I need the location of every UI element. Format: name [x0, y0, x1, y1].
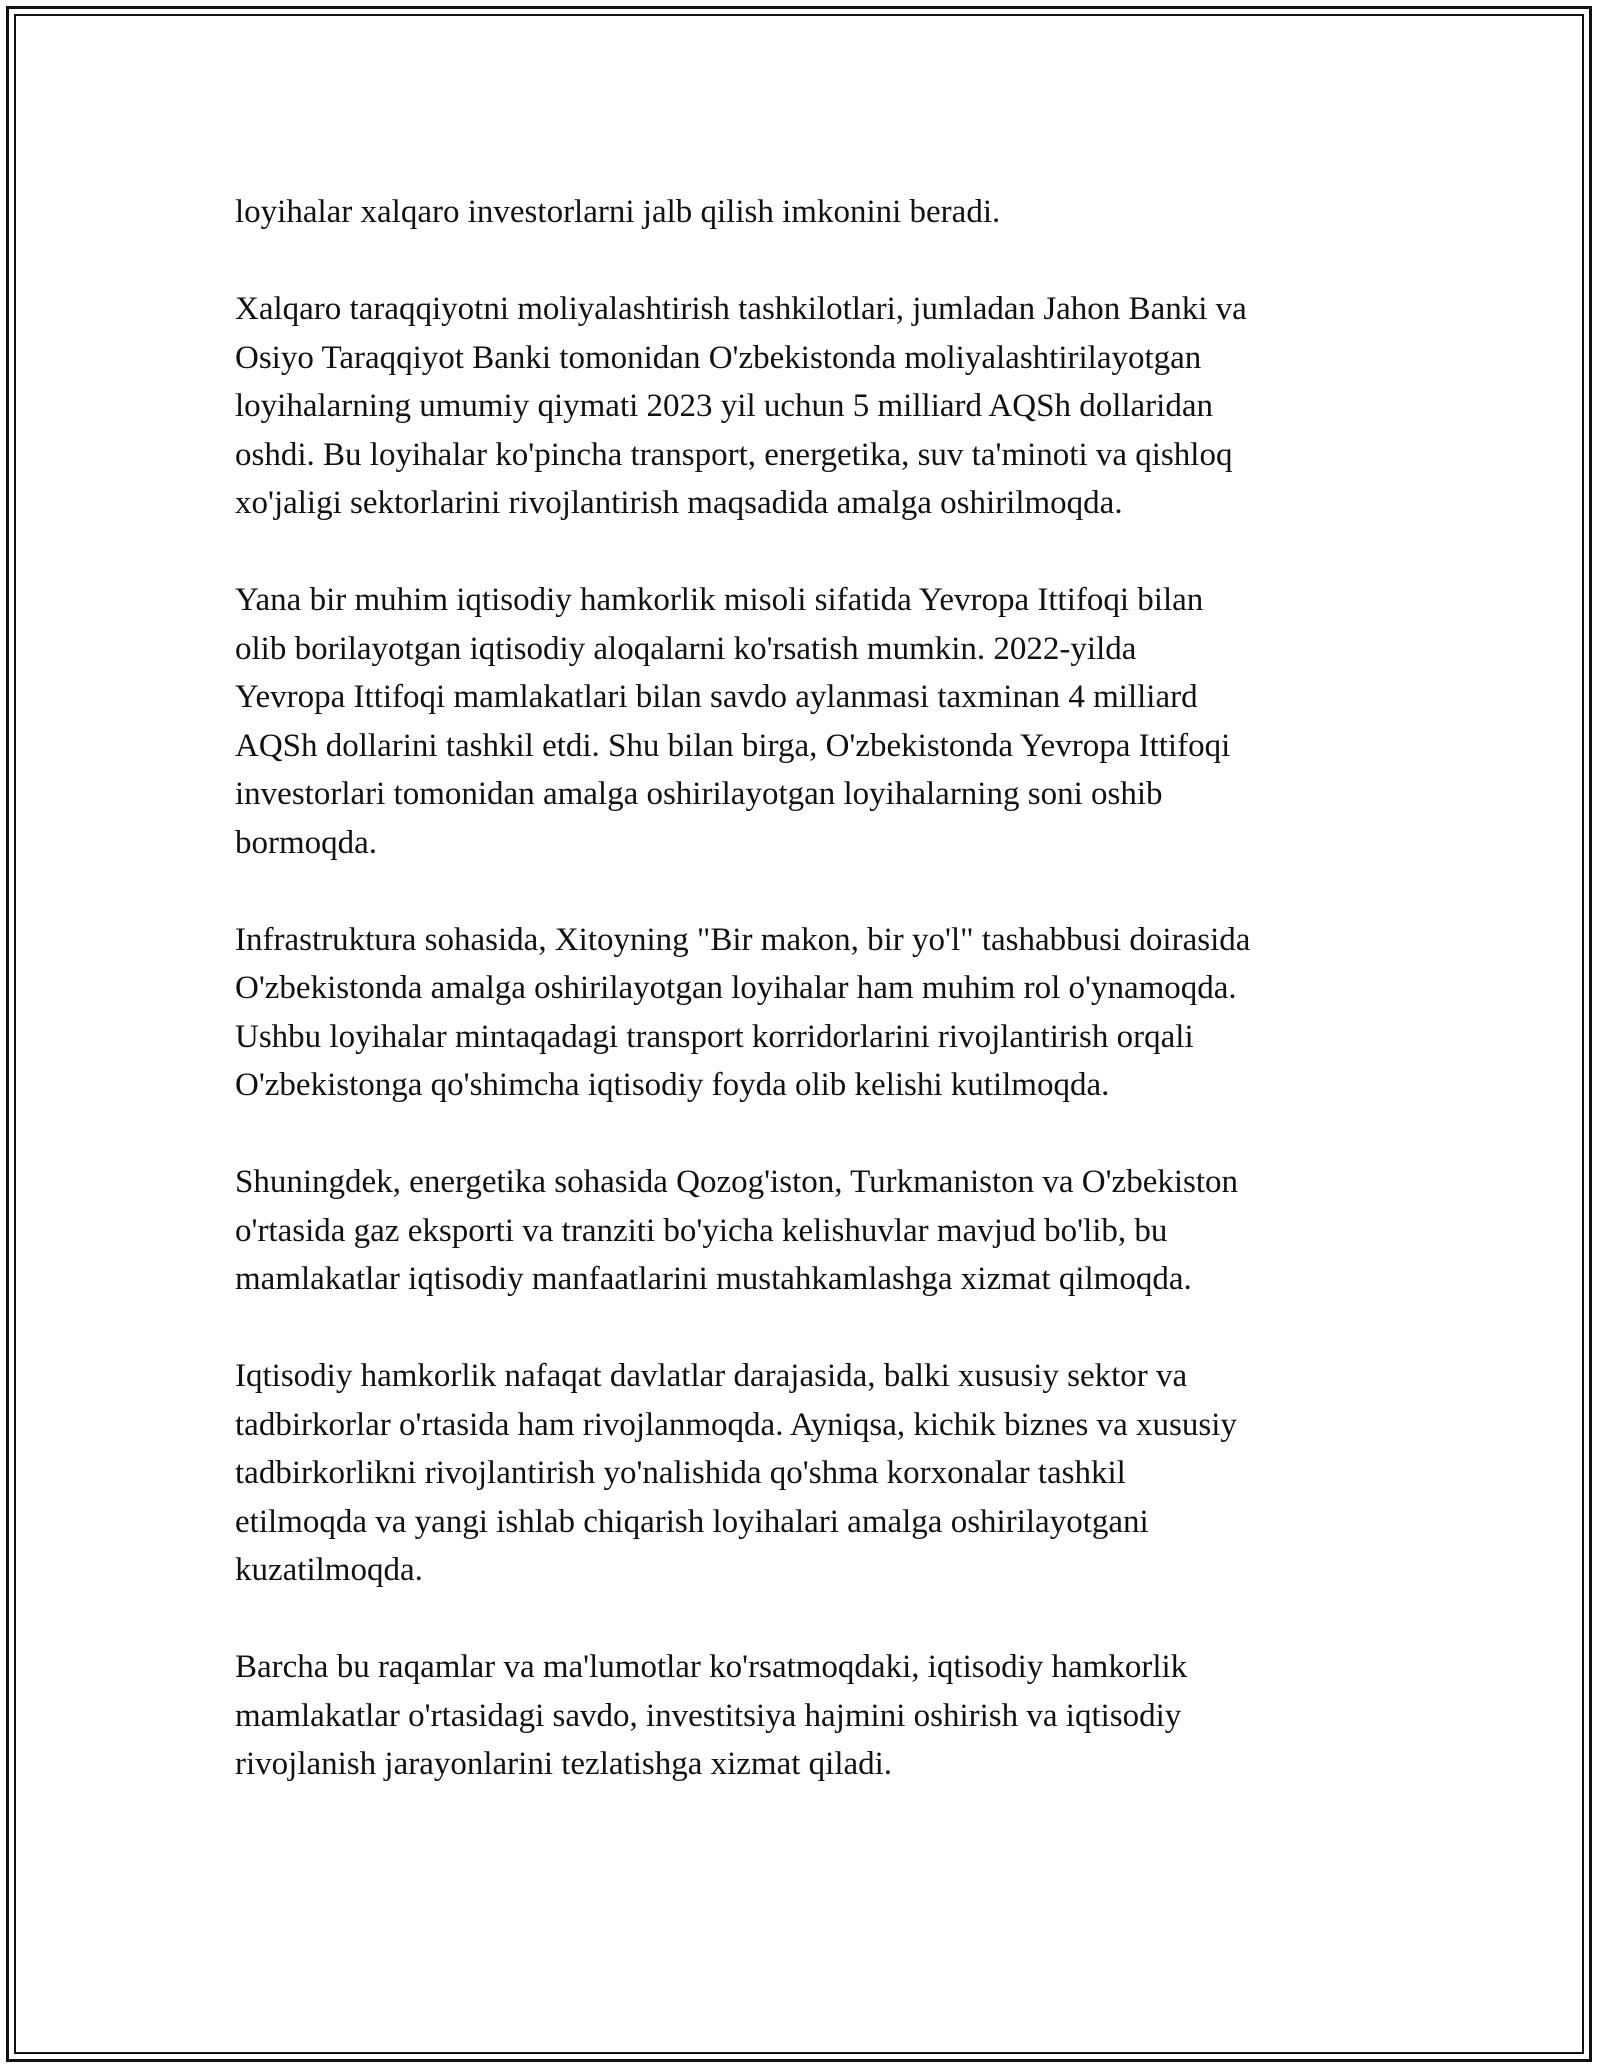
paragraph: Shuningdek, energetika sohasida Qozog'iston, Turkmaniston va O'zbekiston o'rtasida gaz eksporti va tranziti bo'yicha kelishuvlar mavjud bo'lib, bu mamlakatlar iqtisodiy manfaatlarini mustahkamlashga xizmat qilmoqda.	[235, 1164, 1239, 1297]
paragraph: loyihalar xalqaro investorlarni jalb qilish imkonini beradi.	[235, 194, 1001, 230]
paragraph: Infrastruktura sohasida, Xitoyning "Bir makon, bir yo'l" tashabbusi doirasida O'zbekistonda amalga oshirilayotgan loyihalar ham muhim rol o'ynamoqda. Ushbu loyihalar mintaqadagi transport korridorlarini rivojlantirish orqali O'zbekistonga qo'shimcha iqtisodiy foyda olib kelishi kutilmoqda.	[235, 921, 1251, 1103]
paragraph: Xalqaro taraqqiyotni moliyalashtirish tashkilotlari, jumladan Jahon Banki va Osiyo Taraqqiyot Banki tomonidan O'zbekistonda moliyalashtirilayotgan loyihalarning umumiy qiymati 2023 yil uchun 5 milliard AQSh dollaridan oshdi. Bu loyihalar ko'pincha transport, energetika, suv ta'minoti va qishloq xo'jaligi sektorlarini rivojlantirish maqsadida amalga oshirilmoqda.	[235, 291, 1247, 521]
paragraph: Barcha bu raqamlar va ma'lumotlar ko'rsatmoqdaki, iqtisodiy hamkorlik mamlakatlar o'rtasidagi savdo, investitsiya hajmini oshirish va iqtisodiy rivojlanish jarayonlarini tezlatishga xizmat qiladi.	[235, 1649, 1188, 1782]
paragraph: Yana bir muhim iqtisodiy hamkorlik misoli sifatida Yevropa Ittifoqi bilan olib borilayotgan iqtisodiy aloqalarni ko'rsatish mumkin. 2022-yilda Yevropa Ittifoqi mamlakatlari bilan savdo aylanmasi taxminan 4 milliard AQSh dollarini tashkil etdi. Shu bilan birga, O'zbekistonda Yevropa Ittifoqi investorlari tomonidan amalga oshirilayotgan loyihalarning soni oshib bormoqda.	[235, 582, 1231, 861]
document-body	[235, 188, 1375, 1837]
paragraph: Iqtisodiy hamkorlik nafaqat davlatlar darajasida, balki xususiy sektor va tadbirkorlar o'rtasida ham rivojlanmoqda. Ayniqsa, kichik biznes va xususiy tadbirkorlikni rivojlantirish yo'nalishida qo'shma korxonalar tashkil etilmoqda va yangi ishlab chiqarish loyihalari amalga oshirilayotgani kuzatilmoqda.	[235, 1358, 1237, 1588]
